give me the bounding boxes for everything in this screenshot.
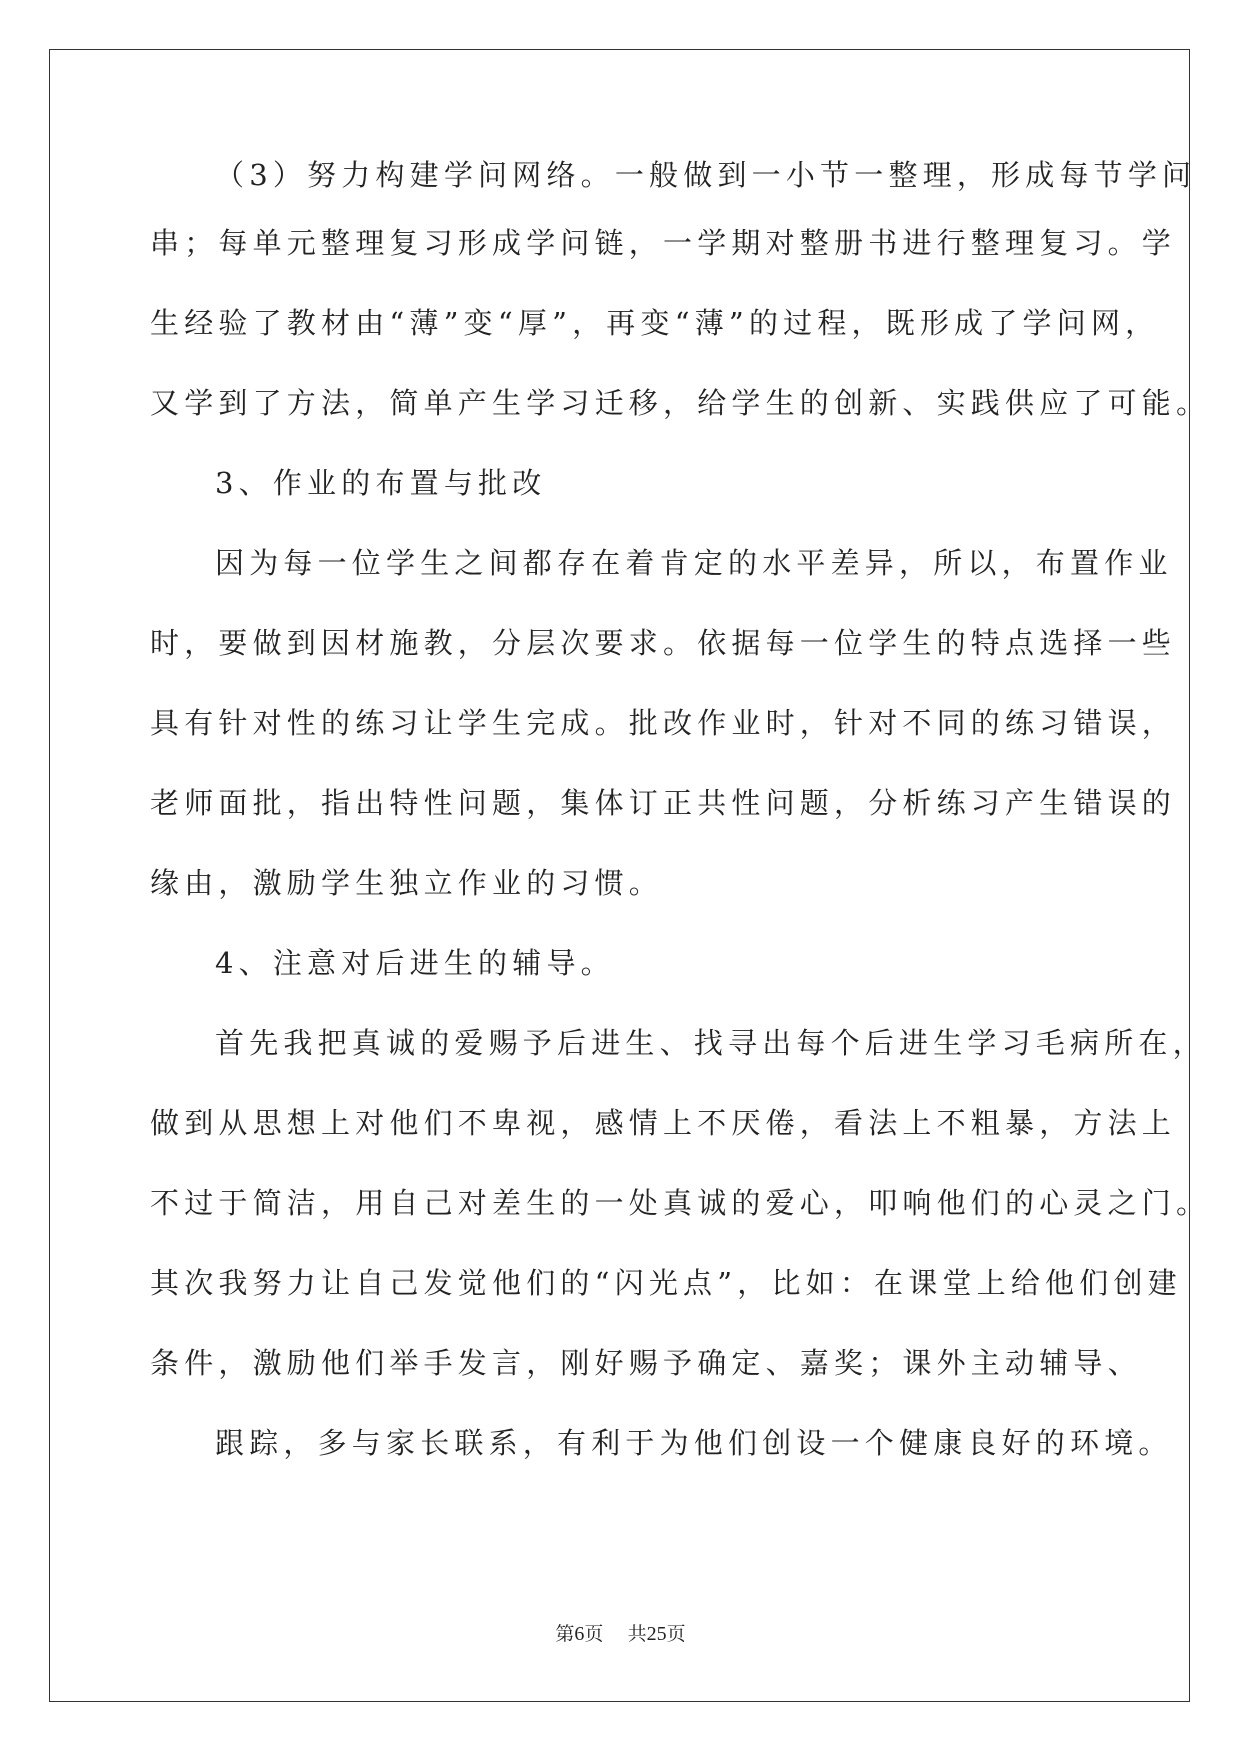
text-line: 串；每单元整理复习形成学问链，一学期对整册书进行整理复习。学 bbox=[150, 226, 1177, 260]
text-line: （3）努力构建学问网络。一般做到一小节一整理，形成每节学问 bbox=[215, 158, 1197, 192]
text-line: 不过于简洁，用自己对差生的一处真诚的爱心，叩响他们的心灵之门。 bbox=[150, 1186, 1211, 1220]
page-footer bbox=[0, 1622, 1241, 1646]
text-line: 具有针对性的练习让学生完成。批改作业时，针对不同的练习错误， bbox=[150, 706, 1177, 740]
section-heading: 4、注意对后进生的辅导。 bbox=[215, 946, 615, 980]
footer-total-pages: 25 bbox=[646, 1623, 667, 1645]
text-line: 首先我把真诚的爱赐予后进生、找寻出每个后进生学习毛病所在， bbox=[215, 1026, 1207, 1060]
section-heading: 3、作业的布置与批改 bbox=[215, 466, 547, 500]
footer-page-prefix: 第 bbox=[555, 1623, 575, 1645]
text-line: 缘由，激励学生独立作业的习惯。 bbox=[150, 866, 664, 900]
text-line: 老师面批，指出特性问题，集体订正共性问题，分析练习产生错误的 bbox=[150, 786, 1177, 820]
footer-total-prefix: 共 bbox=[627, 1623, 647, 1645]
text-line: 因为每一位学生之间都存在着肯定的水平差异，所以，布置作业 bbox=[215, 546, 1173, 580]
text-line: 时，要做到因材施教，分层次要求。依据每一位学生的特点选择一些 bbox=[150, 626, 1177, 660]
footer-page-number: 6 bbox=[574, 1623, 585, 1645]
text-line: 其次我努力让自己发觉他们的“闪光点”，比如：在课堂上给他们创建 bbox=[150, 1266, 1182, 1300]
footer-total-suffix: 页 bbox=[666, 1623, 686, 1645]
text-line: 又学到了方法，简单产生学习迁移，给学生的创新、实践供应了可能。 bbox=[150, 386, 1211, 420]
text-line: 做到从思想上对他们不卑视，感情上不厌倦，看法上不粗暴，方法上 bbox=[150, 1106, 1177, 1140]
footer-page-suffix: 页 bbox=[584, 1623, 604, 1645]
text-line: 生经验了教材由“薄”变“厚”，再变“薄”的过程，既形成了学问网， bbox=[150, 306, 1160, 340]
text-line: 条件，激励他们举手发言，刚好赐予确定、嘉奖；课外主动辅导、 bbox=[150, 1346, 1142, 1380]
text-line: 跟踪，多与家长联系，有利于为他们创设一个健康良好的环境。 bbox=[215, 1426, 1173, 1460]
